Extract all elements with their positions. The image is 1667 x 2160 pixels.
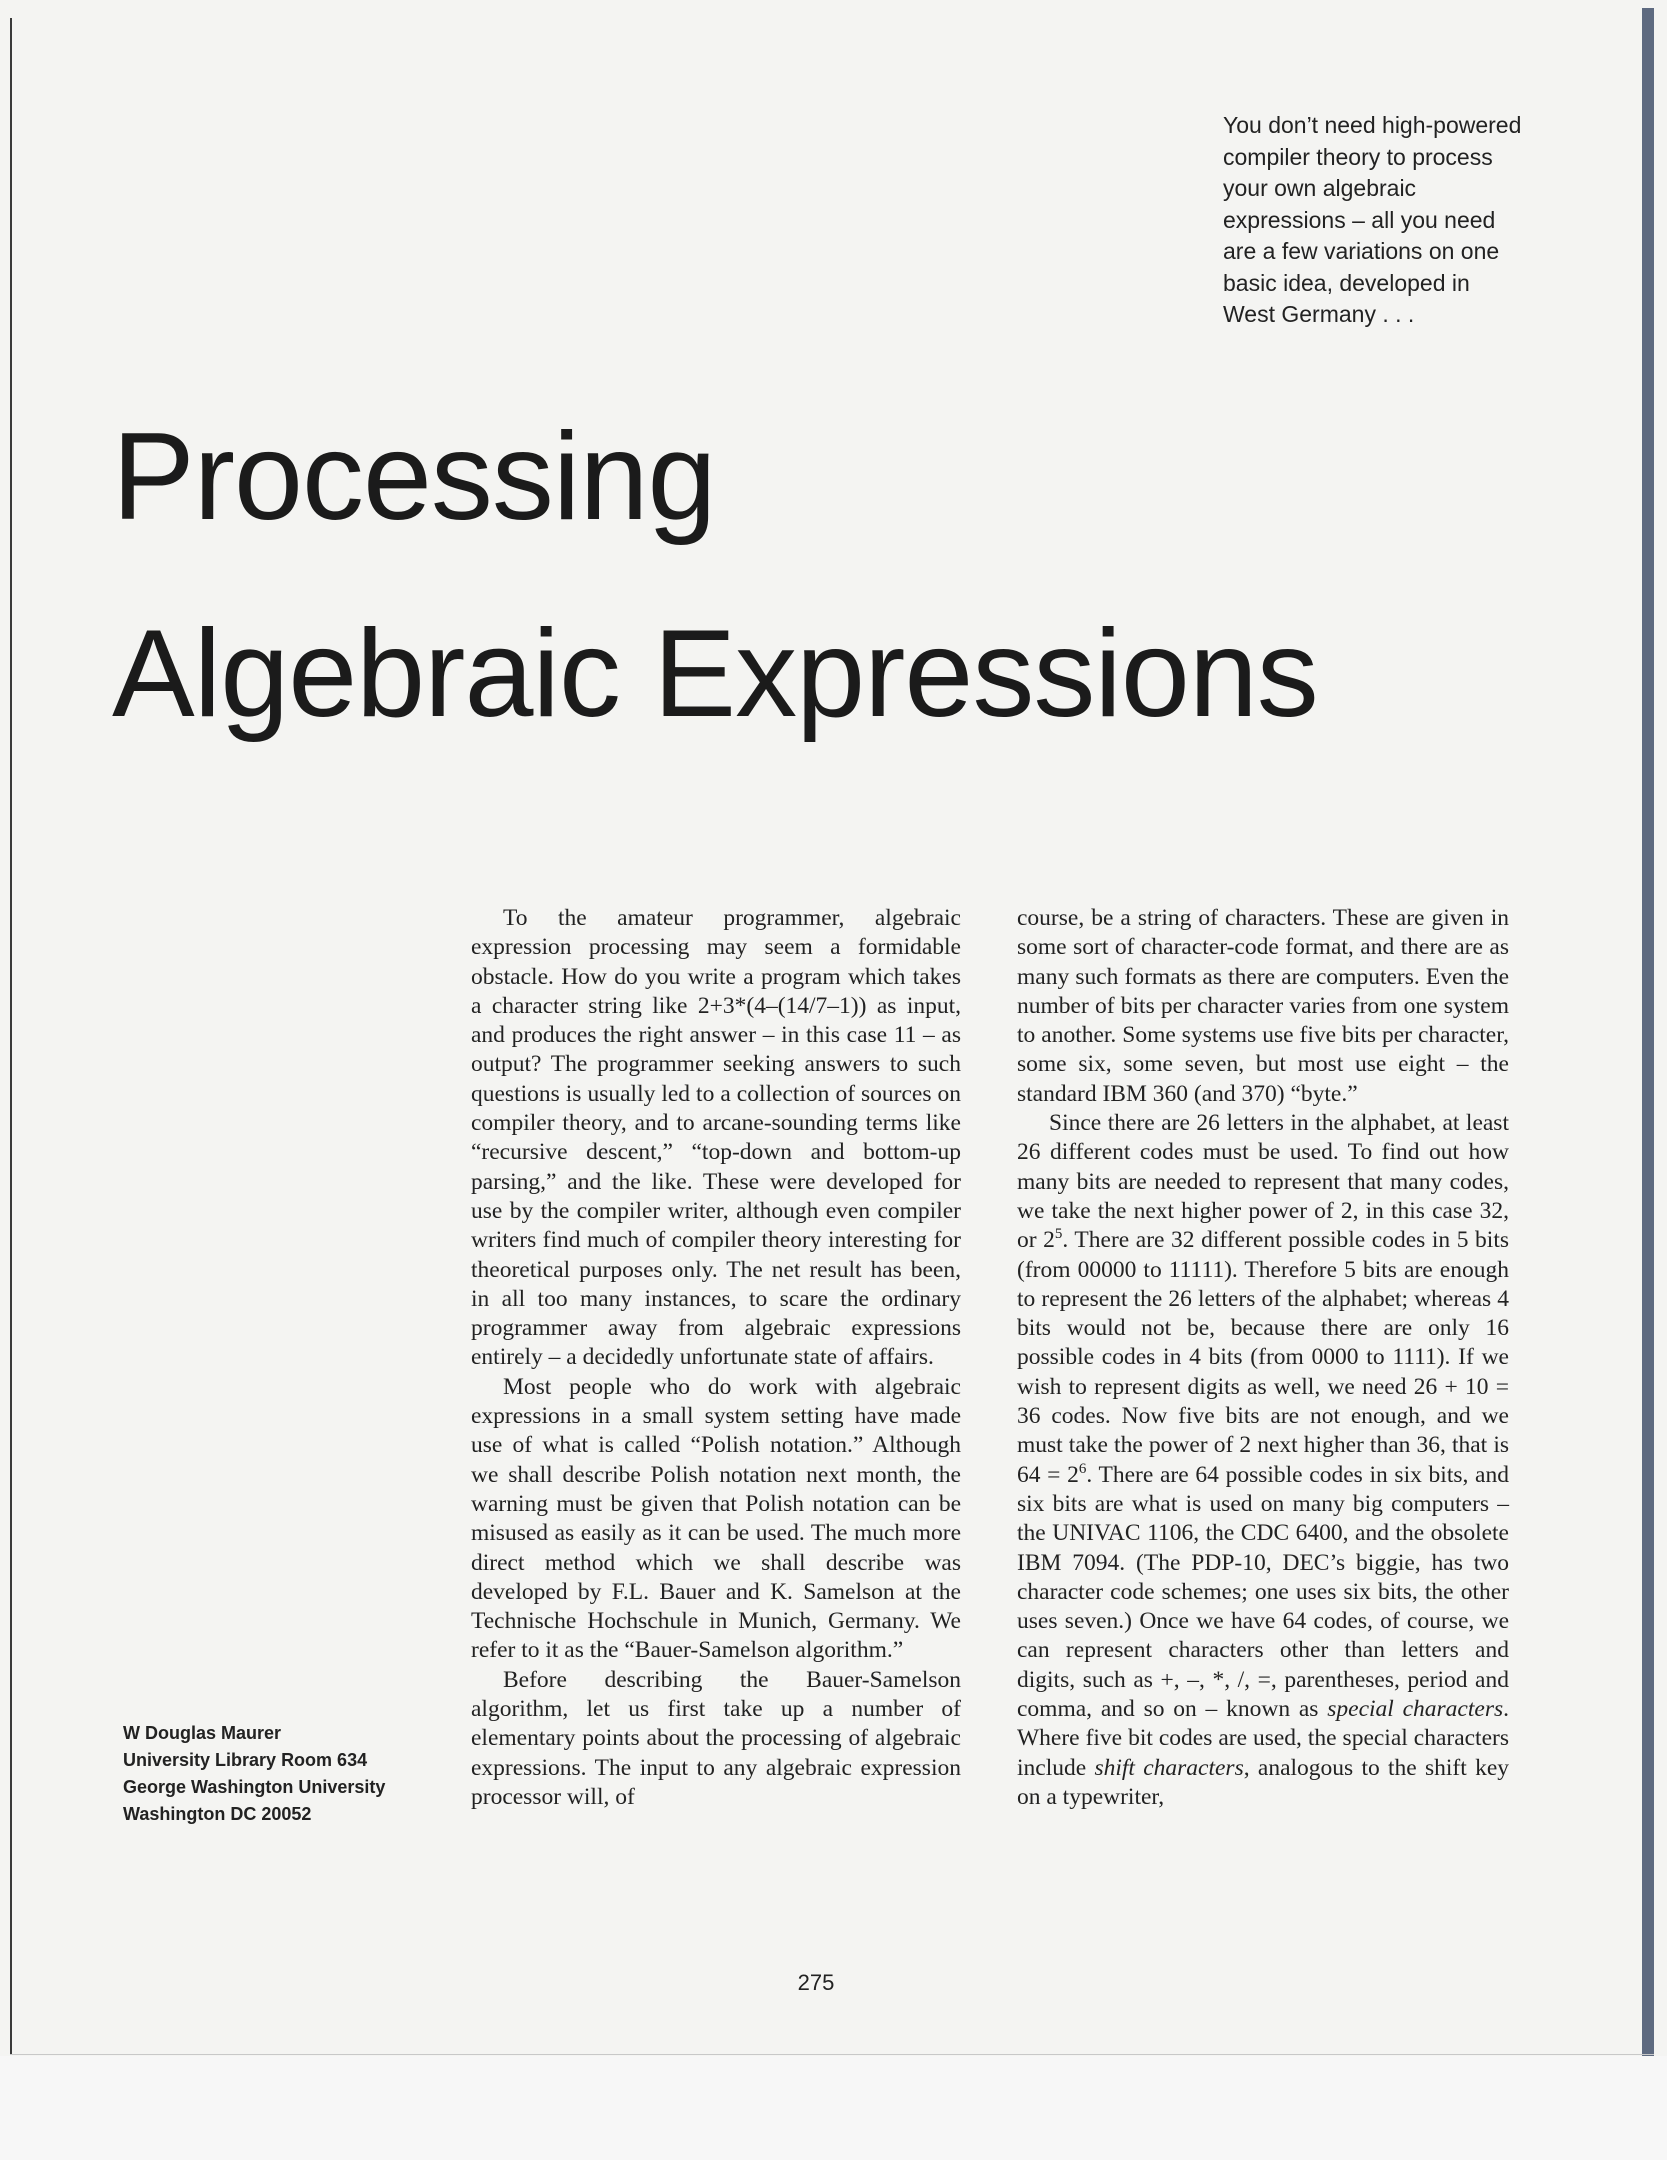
- author-block: [123, 1720, 443, 1828]
- paragraph-text: . There are 64 possible codes in six bits, and six bits are what is used on many big computers – the UNIVAC 1106, the CDC 6400, and the obsolete IBM 7094. (The PDP-10, DEC’s biggie, has two character code schemes; one uses six bits, the other uses seven.) Once we have 64 codes, of course, we can represent characters other than letters and digits, such as +, –, *, /, =, parentheses, period and comma, and so on – known as: [1017, 1461, 1509, 1723]
- paragraph: Most people who do work with algebraic expressions in a small system setting have made use of what is called “Polish notation.” Although we shall describe Polish notation next month, the warning must be given that Polish notation can be misused as easily as it can be used. The much more direct method which we shall describe was developed by F.L. Bauer and K. Samelson at the Technische Hochschule in Munich, Germany. We refer to it as the “Bauer-Samelson algorithm.”: [471, 1373, 961, 1664]
- paragraph-text: , analogous to the shift key on a typewriter,: [1017, 1754, 1509, 1810]
- text-column-2: [1017, 904, 1509, 1812]
- article-title-line-1: Processing: [112, 408, 716, 546]
- paragraph: To the amateur programmer, algebraic expression processing may seem a formidable obstacle. How do you write a program which takes a character string like 2+3*(4–(14/7–1)) as input, and produces the right answer – in this case 11 – as output? The programmer seeking answers to such questions is usually led to a collection of sources on compiler theory, and to arcane-sounding terms like “recursive descent,” “top-down and bottom-up parsing,” and the like. These were developed for use by the compiler writer, although even compiler writers find much of compiler theory interesting for theoretical purposes only. The net result has been, in all too many instances, to scare the ordinary programmer away from algebraic expressions entirely – a decidedly unfortunate state of affairs.: [471, 905, 961, 1371]
- paragraph-text: . There are 32 different possible codes in 5 bits (from 00000 to 11111). Therefore 5 bits are enough to represent the 26 letters of the alphabet; whereas 4 bits would not be, because there are only 16 possible codes in 4 bits (from 0000 to 1111). If we wish to represent digits as well, we need 26 + 10 = 36 codes. Now five bits are not enough, and we must take the power of 2 next higher than 36, that is 64 = 2: [1017, 1227, 1509, 1488]
- italic-term: special characters: [1327, 1696, 1504, 1723]
- binding-edge: [1642, 8, 1654, 2060]
- author-address: Washington DC 20052: [123, 1804, 312, 1824]
- paragraph: course, be a string of characters. These are given in some sort of character-code format, and there are as many such formats as there are computers. Even the number of bits per character varies from one system to another. Some systems use five bits per character, some six, some seven, but most use eight – the standard IBM 360 (and 370) “byte.”: [1017, 905, 1509, 1107]
- page-bottom-edge: [10, 2054, 1654, 2055]
- paragraph: Before describing the Bauer-Samelson algorithm, let us first take up a number of elementary points about the processing of algebraic expressions. The input to any algebraic expression processor will, of: [471, 1666, 961, 1810]
- text-column-1: [471, 904, 961, 1812]
- superscript-exponent: 6: [1078, 1460, 1087, 1477]
- author-name: W Douglas Maurer: [123, 1723, 282, 1743]
- author-room: University Library Room 634: [123, 1750, 368, 1770]
- author-institution: George Washington University: [123, 1777, 386, 1797]
- scan-margin: [0, 2056, 1667, 2160]
- page-number: 275: [797, 1970, 835, 1995]
- page-left-edge: [10, 18, 12, 2054]
- paragraph-text: Since there are 26 letters in the alphabet, at least 26 different codes must be used. To find out how many bits are needed to represent that many codes, we take the next higher power of 2, in this case 32, or 2: [1017, 1110, 1509, 1254]
- paragraph: [1017, 1109, 1509, 1812]
- superscript-exponent: 5: [1054, 1226, 1063, 1243]
- paragraph-text: . Where five bit codes are used, the special characters include: [1017, 1696, 1509, 1781]
- italic-term: shift characters: [1094, 1754, 1244, 1781]
- article-tagline: You don’t need high-powered compiler theory to process your own algebraic expressions – all you need are a few variations on one basic idea, developed in West Germany . . .: [1223, 112, 1522, 327]
- article-title-line-2: Algebraic Expressions: [112, 605, 1318, 743]
